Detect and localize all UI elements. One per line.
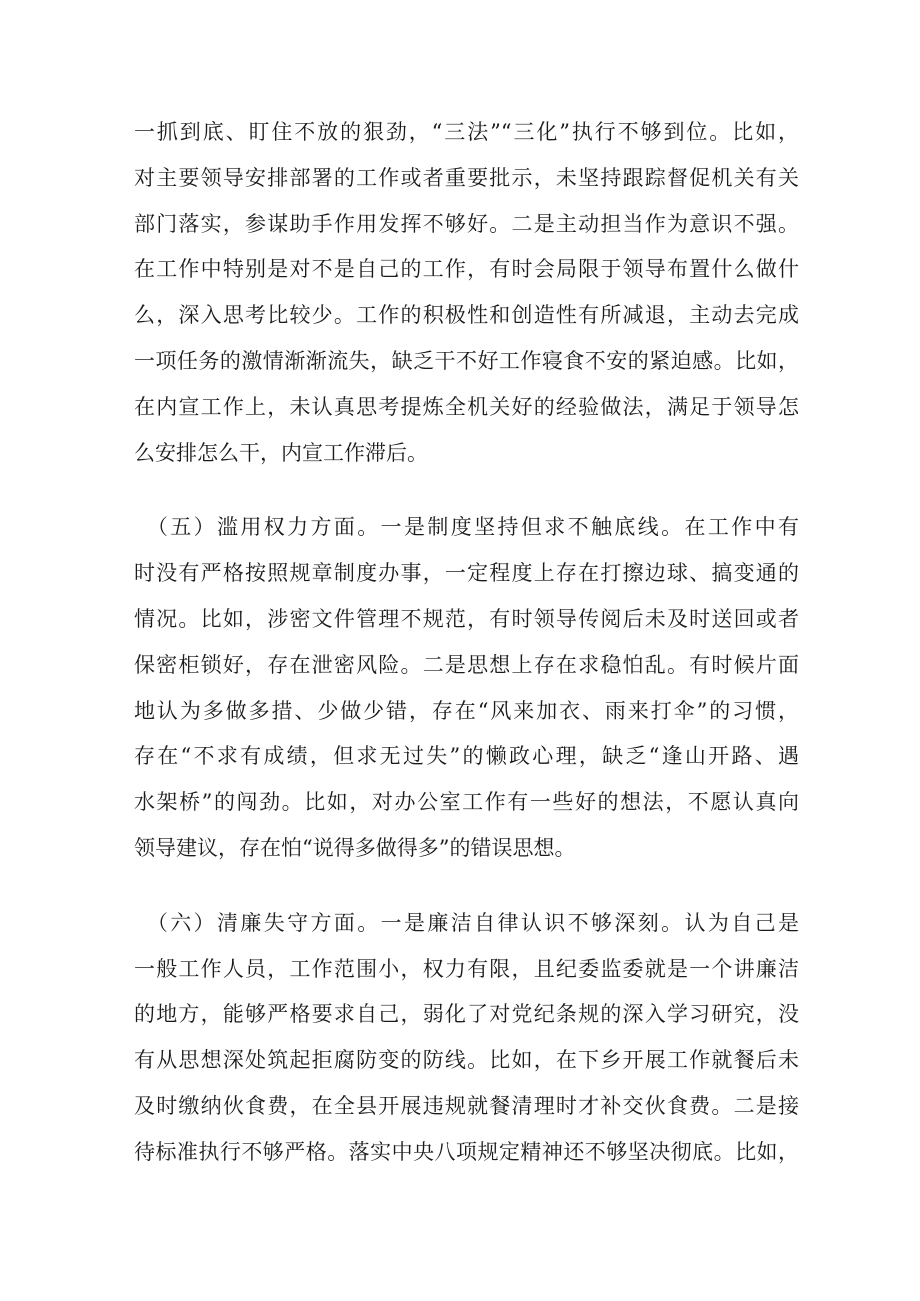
document-body [134,110,799,1176]
text-line: 存在“不求有成绩，但求无过失”的懒政心理，缺乏“逢山开路、遇 [134,744,799,769]
text-line: 一抓到底、盯住不放的狠劲，“三法”“三化”执行不够到位。比如， [134,120,799,144]
text-line: （五）滥用权力方面。一是制度坚持但求不触底线。在工作中有 [134,515,799,540]
paragraph-2 [134,505,799,871]
text-line: 有从思想深处筑起拒腐防变的防线。比如，在下乡开展工作就餐后未 [134,1048,799,1073]
text-line: 么安排怎么干，内宣工作滞后。 [134,440,428,465]
text-line: 待标准执行不够严格。落实中央八项规定精神还不够坚决彻底。比如， [134,1139,799,1164]
text-line: 一项任务的激情渐渐流失，缺乏干不好工作寝食不安的紧迫感。比如， [134,348,799,373]
text-line: 的地方，能够严格要求自己，弱化了对党纪条规的深入学习研究，没 [134,1002,799,1027]
text-line: 一般工作人员，工作范围小，权力有限，且纪委监委就是一个讲廉洁 [134,956,799,981]
paragraph-3 [134,901,799,1176]
paragraph-1 [134,110,799,476]
text-line: 及时缴纳伙食费，在全县开展违规就餐清理时才补交伙食费。二是接 [134,1093,799,1118]
text-line: 对主要领导安排部署的工作或者重要批示，未坚持跟踪督促机关有关 [134,165,799,190]
paragraph-spacer [134,476,799,505]
paragraph-spacer [134,872,799,901]
text-line: 时没有严格按照规章制度办事，一定程度上存在打擦边球、搞变通的 [134,561,799,586]
text-line: 地认为多做多措、少做少错，存在“风来加衣、雨来打伞”的习惯， [134,698,799,723]
text-line: 么，深入思考比较少。工作的积极性和创造性有所减退，主动去完成 [134,303,799,328]
text-line: 水架桥”的闯劲。比如，对办公室工作有一些好的想法，不愿认真向 [134,790,799,815]
text-line: 在工作中特别是对不是自己的工作，有时会局限于领导布置什么做什 [134,257,799,282]
text-line: 保密柜锁好，存在泄密风险。二是思想上存在求稳怕乱。有时候片面 [134,652,799,677]
text-line: 情况。比如，涉密文件管理不规范，有时领导传阅后未及时送回或者 [134,606,799,631]
text-line: 部门落实，参谋助手作用发挥不够好。二是主动担当作为意识不强。 [134,211,799,236]
text-line: 在内宣工作上，未认真思考提炼全机关好的经验做法，满足于领导怎 [134,394,799,419]
text-line: （六）清廉失守方面。一是廉洁自律认识不够深刻。认为自己是 [134,910,799,935]
text-line: 领导建议，存在怕“说得多做得多”的错误思想。 [134,835,576,860]
